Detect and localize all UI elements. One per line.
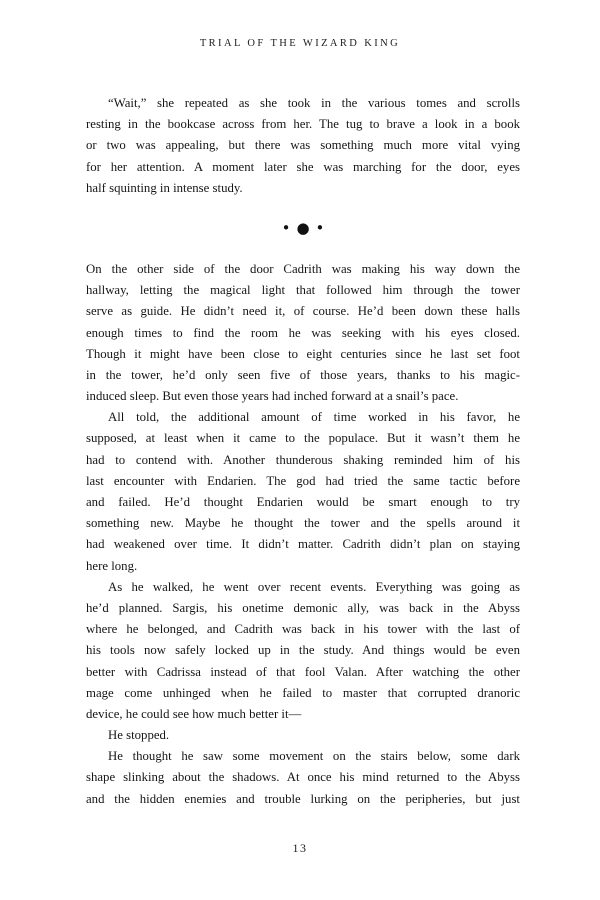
body-line: mage come unhinged when he failed to master that corrupted dranoric	[86, 685, 520, 700]
body-line: Though it might have been close to eight centuries since he last set foot	[86, 346, 520, 361]
paragraph	[86, 746, 520, 810]
running-header: TRIAL OF THE WIZARD KING	[199, 38, 401, 49]
paragraph	[86, 259, 520, 407]
body-line: All told, the additional amount of time worked in his favor, he	[108, 410, 520, 425]
body-line: in the tower, he’d only seen five of those years, thanks to his magic-	[86, 367, 520, 382]
body-line: serve as guide. He didn’t need it, of course. He’d been down these halls	[86, 304, 520, 319]
body-line: enough times to find the room he was seeking with his eyes closed.	[86, 325, 520, 340]
body-line: his tools now safely locked up in the study. And things would be even	[86, 643, 520, 658]
body-line: half squinting in intense study.	[86, 180, 243, 195]
body-line: for her attention. A moment later she was marching for the door, eyes	[86, 159, 520, 174]
body-line: and failed. He’d thought Endarien would be smart enough to try	[86, 495, 520, 509]
body-line: better with Cadrissa instead of that fool Valan. After watching the other	[86, 664, 520, 679]
body-line: “Wait,” she repeated as she took in the various tomes and scrolls	[108, 96, 520, 110]
body-line: device, he could see how much better it—	[86, 706, 302, 721]
body-line: supposed, at least when it came to the populace. But it wasn’t them he	[86, 431, 520, 446]
body-line: He thought he saw some movement on the stairs below, some dark	[108, 749, 520, 764]
body-text	[86, 93, 520, 810]
scene-break-ornament	[86, 199, 520, 259]
body-line: had to contend with. Another thunderous shaking reminded him of his	[86, 452, 520, 467]
scene-break-dots-icon: •●•	[281, 219, 331, 238]
body-line: where he belonged, and Cadrith was back in his tower with the last of	[86, 622, 520, 637]
body-line: As he walked, he went over recent events. Everything was going as	[108, 579, 520, 594]
body-line: induced sleep. But even those years had inched forward at a snail’s pace.	[86, 389, 459, 404]
body-line: He stopped.	[108, 728, 170, 743]
body-line: here long.	[86, 558, 138, 573]
body-line: hallway, letting the magical light that followed him through the tower	[86, 283, 520, 298]
body-line: he’d planned. Sargis, his onetime demonic ally, was back in the Abyss	[86, 600, 520, 615]
body-line: shape slinking about the shadows. At once his mind returned to the Abyss	[86, 770, 520, 785]
body-line: resting in the bookcase across from her. The tug to brave a look in a book	[86, 117, 520, 132]
paragraph	[86, 93, 520, 199]
paragraph	[86, 407, 520, 577]
body-line: last encounter with Endarien. The god had tried the same tactic before	[86, 473, 520, 488]
page-number: 13	[292, 841, 308, 855]
paragraph	[86, 725, 520, 746]
body-line: something new. Maybe he thought the tower and the spells around it	[86, 516, 520, 531]
body-line: had weakened over time. It didn’t matter. Cadrith didn’t plan on staying	[86, 537, 520, 552]
body-line: or two was appealing, but there was something much more vital vying	[86, 138, 520, 153]
paragraph	[86, 577, 520, 725]
body-line: On the other side of the door Cadrith was making his way down the	[86, 261, 520, 276]
body-line: and the hidden enemies and trouble lurking on the peripheries, but just	[86, 791, 520, 806]
